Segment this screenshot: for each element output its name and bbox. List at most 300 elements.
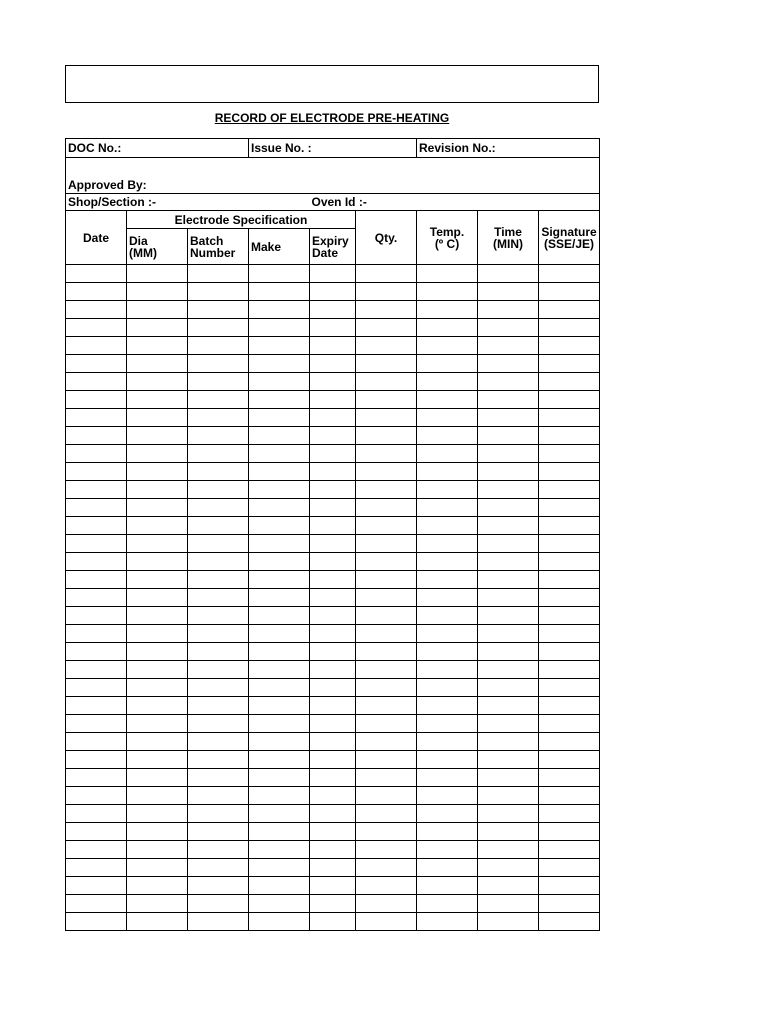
cell-time[interactable] xyxy=(478,823,539,841)
cell-signature[interactable] xyxy=(539,895,600,913)
cell-batch-number[interactable] xyxy=(188,373,249,391)
shop-section-field[interactable] xyxy=(66,194,310,211)
cell-signature[interactable] xyxy=(539,499,600,517)
cell-qty[interactable] xyxy=(356,697,417,715)
cell-date[interactable] xyxy=(66,841,127,859)
cell-batch-number[interactable] xyxy=(188,607,249,625)
cell-date[interactable] xyxy=(66,445,127,463)
cell-expiry-date[interactable] xyxy=(310,265,356,283)
cell-batch-number[interactable] xyxy=(188,391,249,409)
cell-time[interactable] xyxy=(478,427,539,445)
cell-batch-number[interactable] xyxy=(188,445,249,463)
cell-qty[interactable] xyxy=(356,625,417,643)
cell-make[interactable] xyxy=(249,625,310,643)
cell-dia[interactable] xyxy=(127,913,188,931)
cell-dia[interactable] xyxy=(127,535,188,553)
cell-dia[interactable] xyxy=(127,679,188,697)
cell-temp[interactable] xyxy=(417,643,478,661)
cell-expiry-date[interactable] xyxy=(310,715,356,733)
cell-time[interactable] xyxy=(478,913,539,931)
cell-make[interactable] xyxy=(249,697,310,715)
cell-temp[interactable] xyxy=(417,787,478,805)
cell-dia[interactable] xyxy=(127,751,188,769)
cell-dia[interactable] xyxy=(127,859,188,877)
cell-expiry-date[interactable] xyxy=(310,571,356,589)
cell-signature[interactable] xyxy=(539,517,600,535)
cell-make[interactable] xyxy=(249,805,310,823)
cell-dia[interactable] xyxy=(127,337,188,355)
cell-dia[interactable] xyxy=(127,715,188,733)
cell-date[interactable] xyxy=(66,553,127,571)
cell-qty[interactable] xyxy=(356,571,417,589)
cell-qty[interactable] xyxy=(356,301,417,319)
cell-time[interactable] xyxy=(478,337,539,355)
cell-dia[interactable] xyxy=(127,625,188,643)
cell-dia[interactable] xyxy=(127,607,188,625)
cell-dia[interactable] xyxy=(127,445,188,463)
cell-date[interactable] xyxy=(66,373,127,391)
cell-make[interactable] xyxy=(249,643,310,661)
cell-qty[interactable] xyxy=(356,643,417,661)
cell-qty[interactable] xyxy=(356,535,417,553)
cell-batch-number[interactable] xyxy=(188,463,249,481)
cell-dia[interactable] xyxy=(127,733,188,751)
cell-expiry-date[interactable] xyxy=(310,589,356,607)
cell-qty[interactable] xyxy=(356,373,417,391)
revision-no-field[interactable] xyxy=(417,139,600,158)
cell-batch-number[interactable] xyxy=(188,535,249,553)
cell-date[interactable] xyxy=(66,679,127,697)
cell-qty[interactable] xyxy=(356,481,417,499)
cell-expiry-date[interactable] xyxy=(310,535,356,553)
cell-dia[interactable] xyxy=(127,319,188,337)
cell-batch-number[interactable] xyxy=(188,625,249,643)
cell-make[interactable] xyxy=(249,913,310,931)
cell-batch-number[interactable] xyxy=(188,895,249,913)
cell-batch-number[interactable] xyxy=(188,733,249,751)
cell-qty[interactable] xyxy=(356,337,417,355)
cell-dia[interactable] xyxy=(127,553,188,571)
cell-dia[interactable] xyxy=(127,787,188,805)
cell-temp[interactable] xyxy=(417,301,478,319)
cell-qty[interactable] xyxy=(356,283,417,301)
cell-expiry-date[interactable] xyxy=(310,805,356,823)
cell-batch-number[interactable] xyxy=(188,571,249,589)
cell-dia[interactable] xyxy=(127,463,188,481)
cell-temp[interactable] xyxy=(417,535,478,553)
cell-expiry-date[interactable] xyxy=(310,553,356,571)
cell-make[interactable] xyxy=(249,751,310,769)
cell-qty[interactable] xyxy=(356,409,417,427)
cell-make[interactable] xyxy=(249,607,310,625)
cell-make[interactable] xyxy=(249,589,310,607)
cell-dia[interactable] xyxy=(127,427,188,445)
cell-signature[interactable] xyxy=(539,913,600,931)
cell-signature[interactable] xyxy=(539,301,600,319)
cell-expiry-date[interactable] xyxy=(310,409,356,427)
cell-dia[interactable] xyxy=(127,895,188,913)
cell-time[interactable] xyxy=(478,607,539,625)
cell-dia[interactable] xyxy=(127,391,188,409)
cell-batch-number[interactable] xyxy=(188,499,249,517)
cell-signature[interactable] xyxy=(539,445,600,463)
cell-batch-number[interactable] xyxy=(188,355,249,373)
cell-qty[interactable] xyxy=(356,733,417,751)
cell-batch-number[interactable] xyxy=(188,679,249,697)
cell-dia[interactable] xyxy=(127,517,188,535)
cell-temp[interactable] xyxy=(417,373,478,391)
cell-time[interactable] xyxy=(478,679,539,697)
cell-batch-number[interactable] xyxy=(188,427,249,445)
cell-signature[interactable] xyxy=(539,319,600,337)
cell-temp[interactable] xyxy=(417,427,478,445)
cell-time[interactable] xyxy=(478,481,539,499)
cell-dia[interactable] xyxy=(127,481,188,499)
cell-temp[interactable] xyxy=(417,697,478,715)
cell-make[interactable] xyxy=(249,499,310,517)
cell-time[interactable] xyxy=(478,391,539,409)
cell-make[interactable] xyxy=(249,373,310,391)
cell-qty[interactable] xyxy=(356,427,417,445)
cell-date[interactable] xyxy=(66,805,127,823)
cell-batch-number[interactable] xyxy=(188,859,249,877)
cell-time[interactable] xyxy=(478,589,539,607)
cell-batch-number[interactable] xyxy=(188,769,249,787)
cell-qty[interactable] xyxy=(356,319,417,337)
cell-date[interactable] xyxy=(66,427,127,445)
cell-batch-number[interactable] xyxy=(188,553,249,571)
cell-dia[interactable] xyxy=(127,823,188,841)
cell-qty[interactable] xyxy=(356,499,417,517)
cell-time[interactable] xyxy=(478,625,539,643)
cell-expiry-date[interactable] xyxy=(310,643,356,661)
cell-date[interactable] xyxy=(66,499,127,517)
cell-expiry-date[interactable] xyxy=(310,607,356,625)
cell-qty[interactable] xyxy=(356,895,417,913)
cell-dia[interactable] xyxy=(127,661,188,679)
cell-signature[interactable] xyxy=(539,823,600,841)
cell-time[interactable] xyxy=(478,805,539,823)
cell-expiry-date[interactable] xyxy=(310,661,356,679)
cell-temp[interactable] xyxy=(417,589,478,607)
cell-make[interactable] xyxy=(249,337,310,355)
cell-make[interactable] xyxy=(249,355,310,373)
cell-make[interactable] xyxy=(249,319,310,337)
cell-temp[interactable] xyxy=(417,715,478,733)
cell-batch-number[interactable] xyxy=(188,283,249,301)
cell-qty[interactable] xyxy=(356,769,417,787)
cell-date[interactable] xyxy=(66,751,127,769)
cell-dia[interactable] xyxy=(127,643,188,661)
cell-date[interactable] xyxy=(66,715,127,733)
cell-date[interactable] xyxy=(66,355,127,373)
cell-dia[interactable] xyxy=(127,373,188,391)
cell-dia[interactable] xyxy=(127,589,188,607)
cell-expiry-date[interactable] xyxy=(310,751,356,769)
cell-date[interactable] xyxy=(66,283,127,301)
cell-time[interactable] xyxy=(478,499,539,517)
cell-date[interactable] xyxy=(66,535,127,553)
cell-signature[interactable] xyxy=(539,841,600,859)
cell-signature[interactable] xyxy=(539,805,600,823)
cell-make[interactable] xyxy=(249,517,310,535)
cell-qty[interactable] xyxy=(356,445,417,463)
cell-signature[interactable] xyxy=(539,571,600,589)
cell-temp[interactable] xyxy=(417,355,478,373)
cell-make[interactable] xyxy=(249,823,310,841)
cell-dia[interactable] xyxy=(127,697,188,715)
cell-make[interactable] xyxy=(249,283,310,301)
cell-temp[interactable] xyxy=(417,319,478,337)
approved-by-field[interactable] xyxy=(66,158,600,194)
cell-qty[interactable] xyxy=(356,787,417,805)
cell-expiry-date[interactable] xyxy=(310,769,356,787)
cell-batch-number[interactable] xyxy=(188,877,249,895)
cell-time[interactable] xyxy=(478,301,539,319)
cell-make[interactable] xyxy=(249,463,310,481)
cell-temp[interactable] xyxy=(417,913,478,931)
cell-expiry-date[interactable] xyxy=(310,913,356,931)
cell-expiry-date[interactable] xyxy=(310,427,356,445)
cell-batch-number[interactable] xyxy=(188,751,249,769)
cell-signature[interactable] xyxy=(539,751,600,769)
cell-temp[interactable] xyxy=(417,391,478,409)
cell-signature[interactable] xyxy=(539,679,600,697)
cell-signature[interactable] xyxy=(539,409,600,427)
cell-make[interactable] xyxy=(249,715,310,733)
cell-batch-number[interactable] xyxy=(188,265,249,283)
cell-dia[interactable] xyxy=(127,301,188,319)
cell-time[interactable] xyxy=(478,445,539,463)
cell-signature[interactable] xyxy=(539,877,600,895)
cell-date[interactable] xyxy=(66,859,127,877)
cell-batch-number[interactable] xyxy=(188,913,249,931)
cell-expiry-date[interactable] xyxy=(310,445,356,463)
cell-time[interactable] xyxy=(478,751,539,769)
cell-qty[interactable] xyxy=(356,607,417,625)
cell-signature[interactable] xyxy=(539,733,600,751)
cell-signature[interactable] xyxy=(539,787,600,805)
cell-signature[interactable] xyxy=(539,697,600,715)
cell-time[interactable] xyxy=(478,463,539,481)
cell-date[interactable] xyxy=(66,571,127,589)
cell-make[interactable] xyxy=(249,427,310,445)
cell-temp[interactable] xyxy=(417,733,478,751)
cell-make[interactable] xyxy=(249,391,310,409)
cell-signature[interactable] xyxy=(539,337,600,355)
cell-time[interactable] xyxy=(478,265,539,283)
cell-time[interactable] xyxy=(478,355,539,373)
cell-temp[interactable] xyxy=(417,607,478,625)
cell-qty[interactable] xyxy=(356,265,417,283)
cell-qty[interactable] xyxy=(356,463,417,481)
cell-batch-number[interactable] xyxy=(188,481,249,499)
cell-date[interactable] xyxy=(66,319,127,337)
cell-qty[interactable] xyxy=(356,877,417,895)
cell-signature[interactable] xyxy=(539,859,600,877)
cell-date[interactable] xyxy=(66,625,127,643)
cell-signature[interactable] xyxy=(539,265,600,283)
cell-signature[interactable] xyxy=(539,427,600,445)
cell-batch-number[interactable] xyxy=(188,409,249,427)
issue-no-field[interactable] xyxy=(249,139,417,158)
cell-signature[interactable] xyxy=(539,481,600,499)
cell-expiry-date[interactable] xyxy=(310,463,356,481)
cell-date[interactable] xyxy=(66,337,127,355)
cell-date[interactable] xyxy=(66,643,127,661)
cell-qty[interactable] xyxy=(356,391,417,409)
cell-expiry-date[interactable] xyxy=(310,355,356,373)
cell-signature[interactable] xyxy=(539,607,600,625)
cell-temp[interactable] xyxy=(417,805,478,823)
cell-date[interactable] xyxy=(66,301,127,319)
cell-dia[interactable] xyxy=(127,769,188,787)
cell-expiry-date[interactable] xyxy=(310,787,356,805)
doc-no-field[interactable] xyxy=(66,139,249,158)
cell-time[interactable] xyxy=(478,661,539,679)
cell-temp[interactable] xyxy=(417,571,478,589)
cell-time[interactable] xyxy=(478,715,539,733)
cell-qty[interactable] xyxy=(356,517,417,535)
cell-make[interactable] xyxy=(249,679,310,697)
cell-temp[interactable] xyxy=(417,751,478,769)
cell-batch-number[interactable] xyxy=(188,805,249,823)
cell-expiry-date[interactable] xyxy=(310,301,356,319)
cell-make[interactable] xyxy=(249,877,310,895)
cell-temp[interactable] xyxy=(417,481,478,499)
cell-batch-number[interactable] xyxy=(188,643,249,661)
cell-date[interactable] xyxy=(66,733,127,751)
cell-qty[interactable] xyxy=(356,661,417,679)
cell-temp[interactable] xyxy=(417,445,478,463)
cell-date[interactable] xyxy=(66,697,127,715)
cell-batch-number[interactable] xyxy=(188,787,249,805)
cell-time[interactable] xyxy=(478,409,539,427)
cell-expiry-date[interactable] xyxy=(310,697,356,715)
cell-make[interactable] xyxy=(249,481,310,499)
cell-make[interactable] xyxy=(249,895,310,913)
cell-make[interactable] xyxy=(249,553,310,571)
cell-temp[interactable] xyxy=(417,463,478,481)
cell-time[interactable] xyxy=(478,769,539,787)
cell-temp[interactable] xyxy=(417,877,478,895)
cell-signature[interactable] xyxy=(539,553,600,571)
cell-expiry-date[interactable] xyxy=(310,895,356,913)
cell-time[interactable] xyxy=(478,859,539,877)
cell-signature[interactable] xyxy=(539,373,600,391)
cell-expiry-date[interactable] xyxy=(310,283,356,301)
cell-signature[interactable] xyxy=(539,715,600,733)
cell-time[interactable] xyxy=(478,553,539,571)
cell-make[interactable] xyxy=(249,787,310,805)
cell-make[interactable] xyxy=(249,409,310,427)
cell-signature[interactable] xyxy=(539,589,600,607)
cell-temp[interactable] xyxy=(417,679,478,697)
cell-time[interactable] xyxy=(478,373,539,391)
cell-expiry-date[interactable] xyxy=(310,625,356,643)
cell-date[interactable] xyxy=(66,895,127,913)
cell-signature[interactable] xyxy=(539,625,600,643)
cell-date[interactable] xyxy=(66,787,127,805)
cell-date[interactable] xyxy=(66,607,127,625)
cell-time[interactable] xyxy=(478,535,539,553)
cell-batch-number[interactable] xyxy=(188,697,249,715)
cell-signature[interactable] xyxy=(539,355,600,373)
cell-expiry-date[interactable] xyxy=(310,841,356,859)
cell-qty[interactable] xyxy=(356,823,417,841)
oven-id-field[interactable] xyxy=(310,194,600,211)
cell-date[interactable] xyxy=(66,769,127,787)
cell-dia[interactable] xyxy=(127,265,188,283)
cell-signature[interactable] xyxy=(539,643,600,661)
cell-date[interactable] xyxy=(66,877,127,895)
cell-temp[interactable] xyxy=(417,499,478,517)
cell-qty[interactable] xyxy=(356,805,417,823)
cell-expiry-date[interactable] xyxy=(310,679,356,697)
cell-batch-number[interactable] xyxy=(188,715,249,733)
cell-qty[interactable] xyxy=(356,553,417,571)
cell-expiry-date[interactable] xyxy=(310,337,356,355)
cell-batch-number[interactable] xyxy=(188,517,249,535)
cell-qty[interactable] xyxy=(356,679,417,697)
cell-dia[interactable] xyxy=(127,499,188,517)
cell-expiry-date[interactable] xyxy=(310,517,356,535)
cell-signature[interactable] xyxy=(539,769,600,787)
cell-dia[interactable] xyxy=(127,877,188,895)
cell-expiry-date[interactable] xyxy=(310,733,356,751)
cell-batch-number[interactable] xyxy=(188,301,249,319)
cell-qty[interactable] xyxy=(356,841,417,859)
cell-signature[interactable] xyxy=(539,283,600,301)
cell-make[interactable] xyxy=(249,571,310,589)
cell-temp[interactable] xyxy=(417,625,478,643)
cell-expiry-date[interactable] xyxy=(310,391,356,409)
cell-temp[interactable] xyxy=(417,265,478,283)
cell-temp[interactable] xyxy=(417,769,478,787)
cell-signature[interactable] xyxy=(539,661,600,679)
cell-make[interactable] xyxy=(249,859,310,877)
cell-time[interactable] xyxy=(478,787,539,805)
cell-time[interactable] xyxy=(478,643,539,661)
cell-temp[interactable] xyxy=(417,517,478,535)
cell-temp[interactable] xyxy=(417,409,478,427)
cell-batch-number[interactable] xyxy=(188,319,249,337)
cell-time[interactable] xyxy=(478,877,539,895)
cell-date[interactable] xyxy=(66,463,127,481)
cell-qty[interactable] xyxy=(356,751,417,769)
cell-dia[interactable] xyxy=(127,841,188,859)
cell-time[interactable] xyxy=(478,571,539,589)
cell-make[interactable] xyxy=(249,265,310,283)
cell-dia[interactable] xyxy=(127,283,188,301)
cell-temp[interactable] xyxy=(417,895,478,913)
cell-temp[interactable] xyxy=(417,823,478,841)
cell-make[interactable] xyxy=(249,841,310,859)
cell-date[interactable] xyxy=(66,661,127,679)
cell-dia[interactable] xyxy=(127,409,188,427)
cell-temp[interactable] xyxy=(417,859,478,877)
cell-make[interactable] xyxy=(249,769,310,787)
cell-time[interactable] xyxy=(478,733,539,751)
cell-time[interactable] xyxy=(478,283,539,301)
cell-batch-number[interactable] xyxy=(188,589,249,607)
cell-qty[interactable] xyxy=(356,715,417,733)
cell-expiry-date[interactable] xyxy=(310,499,356,517)
cell-qty[interactable] xyxy=(356,913,417,931)
cell-dia[interactable] xyxy=(127,805,188,823)
cell-expiry-date[interactable] xyxy=(310,481,356,499)
cell-signature[interactable] xyxy=(539,391,600,409)
